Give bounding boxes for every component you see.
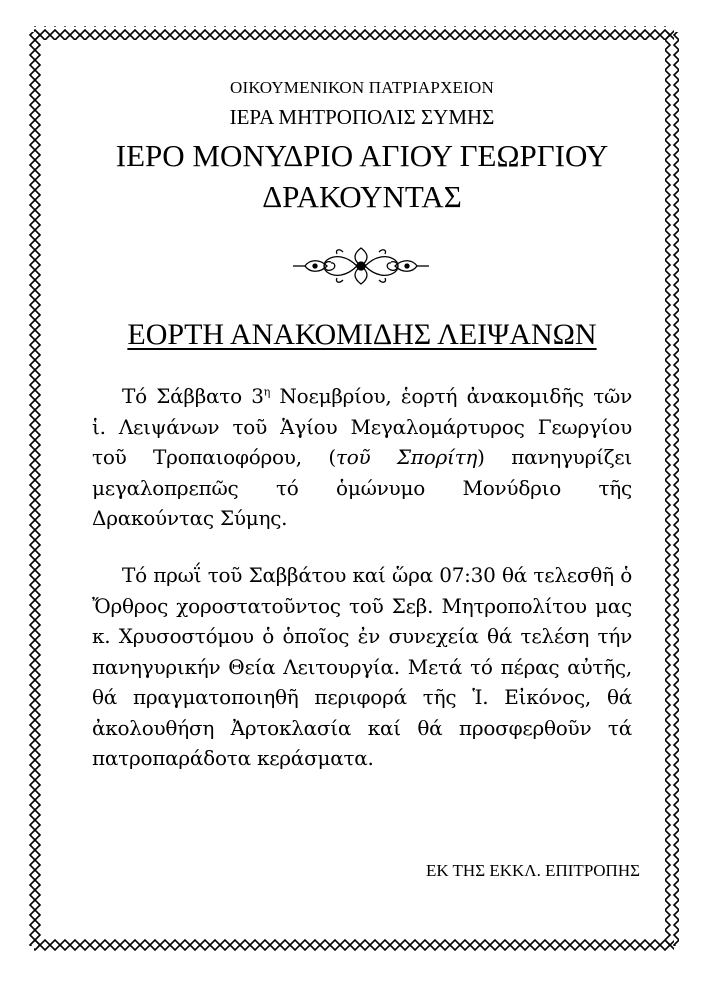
document-content	[92, 0, 640, 1000]
event-title-text: ΕΟΡΤΗ ΑΝΑΚΟΜΙΔΗΣ ΛΕΙΨΑΝΩΝ	[127, 318, 597, 351]
border-right	[665, 32, 679, 946]
announcement-paragraph-2: Τό πρωΐ τοῦ Σαββάτου καί ὥρα 07:30 θά τελεσθῆ ὁ Ὄρθρος χοροστατοῦντος τοῦ Σεβ. Μητροπολίτου μας κ. Χρυσοστόμου ὁ ὁποῖος ἐν συνεχεία θά τελέση τήν πανηγυρικήν Θεία Λειτουργία. Μετά τό πέρας αὐτῆς, θά πραγματοποιηθῆ περιφορά τῆς Ἱ. Εἰκόνος, θά ἀκολουθήση Ἀρτοκλασία καί θά προσφερθοῦν τά πατροπαράδοτα κεράσματα.	[92, 563, 632, 770]
paragraph1-text-b: Νοεμβρίου, ἑορτή ἀνακομιδῆς τῶν ἱ. Λειψάνων τοῦ Ἁγίου Μεγαλομάρτυρος Γεωργίου τοῦ Τροπαιοφόρου, (	[92, 384, 633, 469]
announcement-paragraph-1	[92, 381, 632, 534]
header-metropolis: ΙΕΡΑ ΜΗΤΡΟΠΟΛΙΣ ΣΥΜΗΣ	[229, 105, 495, 129]
header-patriarchate: ΟΙΚΟΥΜΕΝΙΚΟΝ ΠΑΤΡΙΑΡΧΕΙΟΝ	[230, 78, 494, 97]
header-location: ΔΡΑΚΟΥΝΤΑΣ	[262, 179, 462, 214]
paragraph1-text-a: Τό Σάββατο 3	[122, 384, 264, 408]
paragraph1-text-c: ) πανηγυρίζει μεγαλοπρεπῶς τό ὁμώνυμο Μονύδριο τῆς Δρακούντας Σύμης.	[92, 445, 632, 530]
paragraph1-italic-text: τοῦ Σπορίτη	[335, 445, 478, 469]
event-title	[92, 318, 632, 352]
floral-ornament-icon	[291, 244, 431, 288]
signature-committee: ΕΚ ΤΗΣ ΕΚΚΛ. ΕΠΙΤΡΟΠΗΣ	[425, 861, 640, 880]
border-left	[27, 32, 41, 946]
paragraph1-superscript: η	[263, 385, 271, 399]
header-monastery: ΙΕΡΟ ΜΟΝΥΔΡΙΟ ΑΓΙΟΥ ΓΕΩΡΓΙΟΥ	[115, 138, 609, 173]
